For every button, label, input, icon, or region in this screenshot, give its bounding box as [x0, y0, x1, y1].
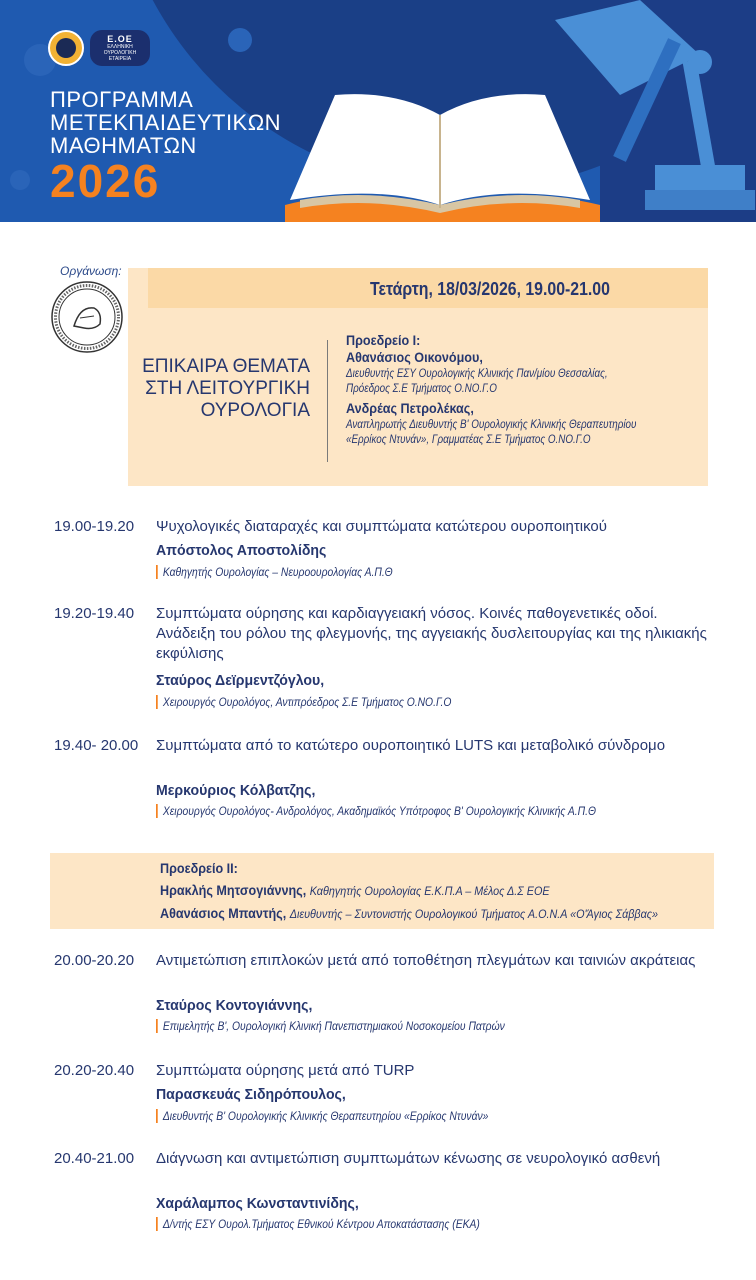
panel-1-label: Προεδρείο Ι: — [346, 332, 421, 348]
session-time: 19.00-19.20 — [54, 518, 135, 535]
organizer-label: Οργάνωση: — [60, 264, 122, 278]
panel-member-name: Ηρακλής Μητσογιάννης, — [160, 882, 307, 898]
chair-panel-1 — [346, 332, 706, 447]
panel-member-name: Αθανάσιος Μπαντής, — [160, 905, 287, 921]
decor-circle — [228, 28, 252, 52]
event-title-line: ΣΤΗ ΛΕΙΤΟΥΡΓΙΚΗ — [145, 378, 310, 399]
panel-member-role: «Ερρίκος Ντυνάν», Γραμματέας Σ.Ε Τμήματος Ο.ΝΟ.Γ.Ο — [346, 432, 591, 446]
panel-member-role: Διευθυντής – Συντονιστής Ουρολογικού Τμήματος Α.Ο.Ν.Α «Ο'Άγιος Σάββας» — [289, 907, 659, 921]
event-title — [140, 356, 310, 422]
society-seal-icon — [48, 30, 84, 66]
logo-full-name: ΕΛΛΗΝΙΚΗ ΟΥΡΟΛΟΓΙΚΗ ΕΤΑΙΡΕΙΑ — [103, 44, 137, 62]
divider — [327, 340, 328, 462]
session-time: 20.00-20.20 — [54, 952, 135, 969]
session-time: 20.20-20.40 — [54, 1062, 135, 1079]
panel-2-member — [160, 882, 550, 898]
session-speaker: Χαράλαμπος Κωνσταντινίδης, — [156, 1195, 359, 1212]
event-title-line: ΟΥΡΟΛΟΓΙΑ — [200, 400, 310, 421]
program-title-line: ΜΕΤΕΚΠΑΙΔΕΥΤΙΚΩΝ — [50, 110, 282, 135]
event-date: Τετάρτη, 18/03/2026, 19.00-21.00 — [370, 279, 610, 299]
panel-member-role: Καθηγητής Ουρολογίας Ε.Κ.Π.Α – Μέλος Δ.Σ ΕΟΕ — [309, 884, 550, 898]
session-topic: Συμπτώματα από το κατώτερο ουροποιητικό LUTS και μεταβολικό σύνδρομο — [156, 737, 666, 754]
panel-member-name: Αθανάσιος Οικονόμου, — [346, 349, 483, 365]
session-speaker: Απόστολος Αποστολίδης — [156, 542, 327, 559]
header-banner — [0, 0, 756, 222]
panel-2-label-text: Προεδρείο ΙΙ: — [160, 860, 238, 876]
session-speaker-role: Δ/ντής ΕΣΥ Ουρολ.Τμήματος Εθνικού Κέντρου Αποκατάστασης (ΕΚΑ) — [156, 1217, 480, 1231]
session-speaker: Σταύρος Δεϊρμεντζόγλου, — [156, 672, 325, 689]
session-speaker-role: Χειρουργός Ουρολόγος, Αντιπρόεδρος Σ.Ε Τμήματος Ο.ΝΟ.Γ.Ο — [156, 695, 451, 709]
session-time: 19.40- 20.00 — [54, 737, 139, 754]
society-logo — [48, 30, 150, 66]
panel-2-member — [160, 905, 658, 921]
program-year: 2026 — [50, 155, 161, 207]
session-speaker: Σταύρος Κοντογιάννης, — [156, 997, 313, 1014]
session-speaker-role: Διευθυντής Β' Ουρολογικής Κλινικής Θεραπευτηρίου «Ερρίκος Ντυνάν» — [156, 1109, 488, 1123]
program-title-line: ΜΑΘΗΜΑΤΩΝ — [50, 133, 197, 158]
society-logo-text — [90, 30, 150, 66]
session-speaker-role: Καθηγητής Ουρολογίας – Νευροουρολογίας Α.Π.Θ — [156, 565, 393, 579]
event-title-line: ΕΠΙΚΑΙΡΑ ΘΕΜΑΤΑ — [142, 356, 310, 377]
session-time: 20.40-21.00 — [54, 1150, 135, 1167]
panel-member-role: Πρόεδρος Σ.Ε Τμήματος Ο.ΝΟ.Γ.Ο — [346, 381, 497, 395]
organizer-seal-icon — [50, 280, 124, 354]
program-title — [50, 88, 281, 157]
session-topic: Αντιμετώπιση επιπλοκών μετά από τοποθέτηση πλεγμάτων και ταινιών ακράτειας — [156, 952, 696, 969]
panel-member-role: Αναπληρωτής Διευθυντής Β' Ουρολογικής Κλινικής Θεραπευτηρίου — [346, 417, 637, 431]
session-topic: Διάγνωση και αντιμετώπιση συμπτωμάτων κένωσης σε νευρολογικό ασθενή — [156, 1150, 661, 1167]
session-topic: Συμπτώματα ούρησης και καρδιαγγειακή νόσος. Κοινές παθογενετικές οδοί. Ανάδειξη του ρόλου της φλεγμονής, της αγγειακής δυσλειτουργίας και της ηλικιακής εκφύλισης — [156, 605, 707, 662]
session-speaker: Παρασκευάς Σιδηρόπουλος, — [156, 1086, 346, 1103]
session-speaker-role: Χειρουργός Ουρολόγος- Ανδρολόγος, Ακαδημαϊκός Υπότροφος Β' Ουρολογικής Κλινικής Α.Π.Θ — [156, 804, 596, 818]
session-time: 19.20-19.40 — [54, 605, 135, 622]
program-title-line: ΠΡΟΓΡΑΜΜΑ — [50, 87, 194, 112]
panel-member-name: Ανδρέας Πετρολέκας, — [346, 400, 474, 416]
session-speaker-role: Επιμελητής Β', Ουρολογική Κλινική Πανεπιστημιακού Νοσοκομείου Πατρών — [156, 1019, 505, 1033]
session-speaker: Μερκούριος Κόλβατζης, — [156, 782, 316, 799]
session-topic: Συμπτώματα ούρησης μετά από TURP — [156, 1062, 415, 1079]
logo-abbreviation: Ε.ΟΕ — [107, 34, 133, 44]
decor-circle — [10, 170, 30, 190]
panel-2-label — [160, 860, 238, 876]
session-topic: Ψυχολογικές διαταραχές και συμπτώματα κατώτερου ουροποιητικού — [156, 518, 607, 535]
panel-member-role: Διευθυντής ΕΣΥ Ουρολογικής Κλινικής Παν/μίου Θεσσαλίας, — [346, 366, 608, 380]
